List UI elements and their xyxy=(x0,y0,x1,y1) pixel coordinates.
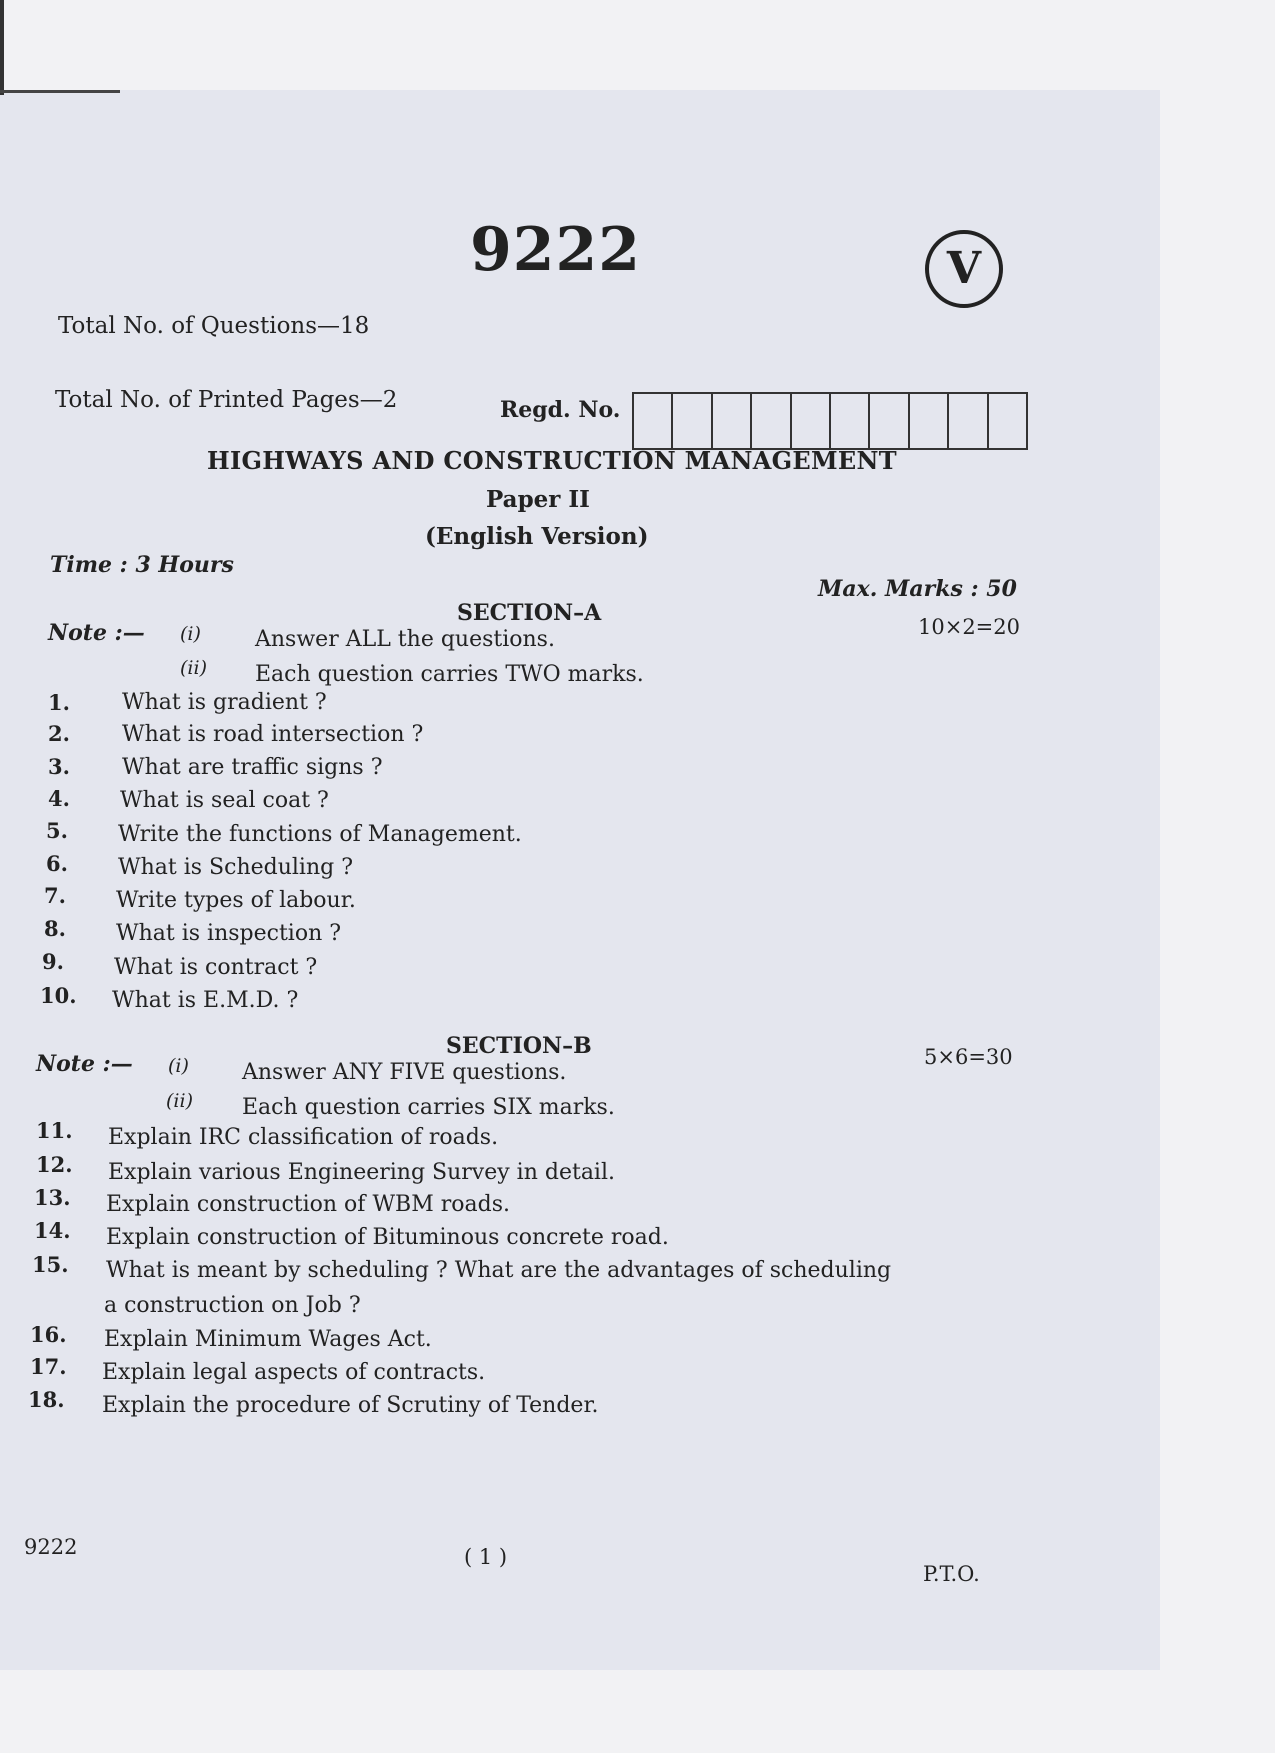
question-text: What is seal coat ? xyxy=(120,788,329,813)
question-text: Explain construction of WBM roads. xyxy=(106,1192,510,1217)
question-text: What is E.M.D. ? xyxy=(112,988,299,1013)
note-num: (i) xyxy=(168,1055,189,1077)
note-num: (i) xyxy=(180,623,201,645)
question-text: What are traffic signs ? xyxy=(122,755,383,780)
question-number: 6. xyxy=(46,851,68,876)
page-number: ( 1 ) xyxy=(464,1545,508,1569)
question-number: 10. xyxy=(40,983,77,1008)
question-text: Write types of labour. xyxy=(116,888,356,913)
question-text: What is contract ? xyxy=(114,955,318,980)
question-text: What is meant by scheduling ? What are the advantages of scheduling xyxy=(106,1258,892,1283)
question-number: 14. xyxy=(34,1218,71,1243)
question-number: 13. xyxy=(34,1185,71,1210)
paper-title: HIGHWAYS AND CONSTRUCTION MANAGEMENT xyxy=(207,446,897,475)
question-text: What is gradient ? xyxy=(122,690,327,715)
regd-label: Regd. No. xyxy=(500,397,621,423)
question-number: 15. xyxy=(32,1252,69,1277)
pto-label: P.T.O. xyxy=(923,1562,980,1586)
regd-number-boxes[interactable] xyxy=(632,392,1028,450)
section-a-marks: 10×2=20 xyxy=(918,615,1020,639)
section-b-marks: 5×6=30 xyxy=(924,1045,1013,1069)
total-pages: Total No. of Printed Pages—2 xyxy=(55,387,398,413)
question-text: What is Scheduling ? xyxy=(118,855,353,880)
question-number: 3. xyxy=(48,754,70,779)
note-text: Answer ANY FIVE questions. xyxy=(242,1060,567,1085)
question-number: 16. xyxy=(30,1322,67,1347)
paper-subtitle: Paper II xyxy=(486,486,590,513)
question-number: 12. xyxy=(36,1152,73,1177)
question-number: 18. xyxy=(28,1387,65,1412)
question-text-continued: a construction on Job ? xyxy=(104,1293,361,1318)
paper-version: (English Version) xyxy=(425,523,649,550)
question-number: 8. xyxy=(44,916,66,941)
question-number: 17. xyxy=(30,1354,67,1379)
question-number: 4. xyxy=(48,786,70,811)
question-text: What is inspection ? xyxy=(116,921,342,946)
section-a-note-label: Note :— xyxy=(48,620,145,646)
scan-edge-line xyxy=(0,0,4,95)
note-num: (ii) xyxy=(166,1090,193,1112)
question-number: 9. xyxy=(42,949,64,974)
question-number: 7. xyxy=(44,883,66,908)
question-number: 5. xyxy=(46,818,68,843)
section-b-note-label: Note :— xyxy=(36,1051,133,1077)
note-text: Each question carries TWO marks. xyxy=(255,662,644,687)
question-text: Explain IRC classification of roads. xyxy=(108,1125,499,1150)
question-number: 1. xyxy=(48,690,70,715)
max-marks: Max. Marks : 50 xyxy=(818,576,1017,602)
question-number: 11. xyxy=(36,1118,73,1143)
question-text: Explain legal aspects of contracts. xyxy=(102,1360,486,1385)
scan-top-rule xyxy=(0,90,120,93)
note-text: Answer ALL the questions. xyxy=(255,627,555,652)
question-text: Explain construction of Bituminous concrete road. xyxy=(106,1225,669,1250)
question-text: Explain Minimum Wages Act. xyxy=(104,1327,432,1352)
footer-code: 9222 xyxy=(24,1535,78,1559)
question-text: What is road intersection ? xyxy=(122,722,424,747)
question-text: Write the functions of Management. xyxy=(118,822,522,847)
question-number: 2. xyxy=(48,721,70,746)
version-badge: V xyxy=(925,230,1003,308)
note-num: (ii) xyxy=(180,657,207,679)
exam-time: Time : 3 Hours xyxy=(50,552,234,578)
paper-code: 9222 xyxy=(470,215,641,285)
question-text: Explain various Engineering Survey in detail. xyxy=(108,1160,615,1185)
question-text: Explain the procedure of Scrutiny of Tender. xyxy=(102,1393,599,1418)
note-text: Each question carries SIX marks. xyxy=(242,1095,615,1120)
total-questions: Total No. of Questions—18 xyxy=(58,313,370,339)
section-a-heading: SECTION–A xyxy=(457,600,602,626)
section-b-heading: SECTION–B xyxy=(446,1033,592,1059)
